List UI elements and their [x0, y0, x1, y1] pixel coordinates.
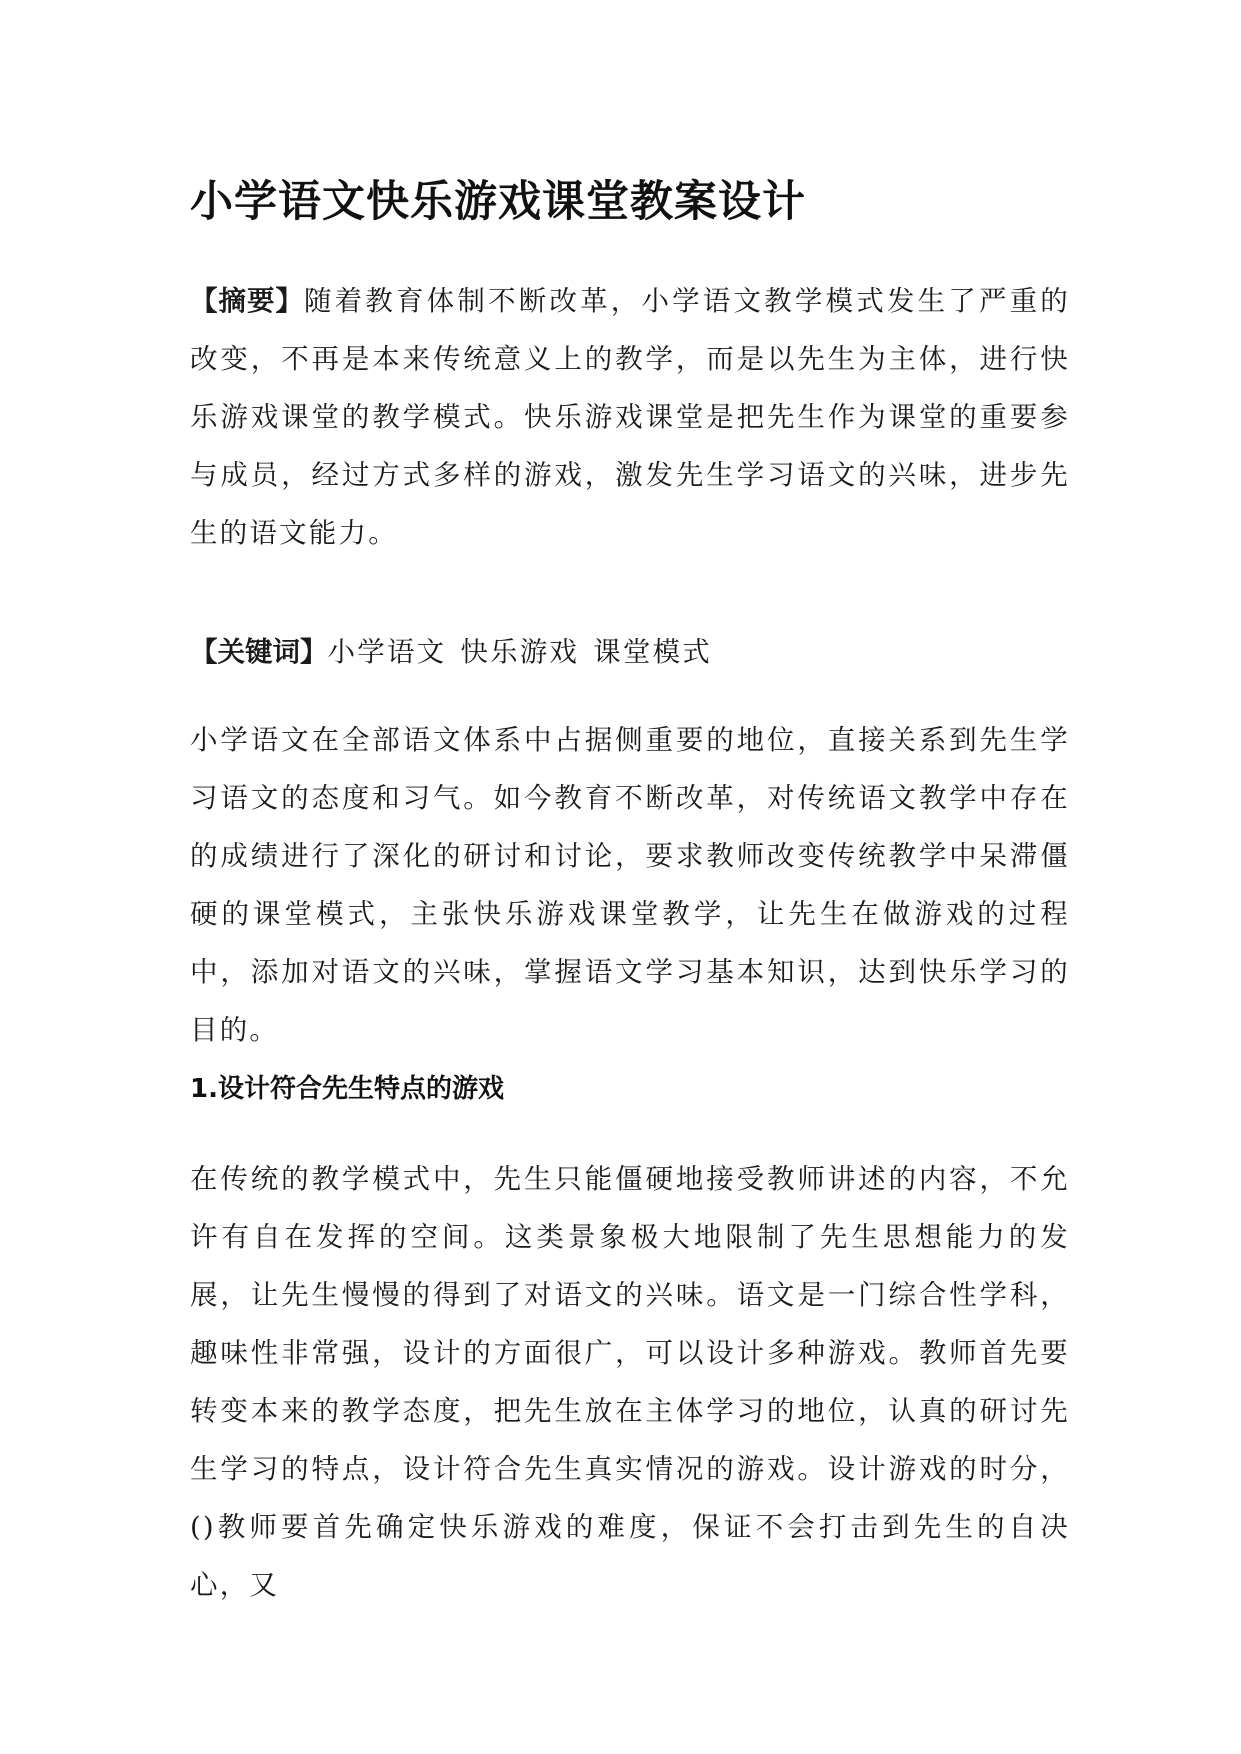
section-1-paragraph: 在传统的教学模式中，先生只能僵硬地接受教师讲述的内容，不允许有自在发挥的空间。这类景象极大地限制了先生思想能力的发展，让先生慢慢的得到了对语文的兴味。语文是一门综合性学科，趣味性非常强，设计的方面很广，可以设计多种游戏。教师首先要转变本来的教学态度，把先生放在主体学习的地位，认真的研讨先生学习的特点，设计符合先生真实情况的游戏。设计游戏的时分，()教师要首先确定快乐游戏的难度，保证不会打击到先生的自决心，又	[190, 1163, 1070, 1601]
section-1-heading: 1.设计符合先生特点的游戏	[190, 1074, 504, 1104]
abstract-text: 随着教育体制不断改革，小学语文教学模式发生了严重的改变，不再是本来传统意义上的教学，而是以先生为主体，进行快乐游戏课堂的教学模式。快乐游戏课堂是把先生作为课堂的重要参与成员，经过方式多样的游戏，激发先生学习语文的兴味，进步先生的语文能力。	[190, 285, 1071, 549]
intro-paragraph: 小学语文在全部语文体系中占据侧重要的地位，直接关系到先生学习语文的态度和习气。如今教育不断改革，对传统语文教学中存在的成绩进行了深化的研讨和讨论，要求教师改变传统教学中呆滞僵硬的课堂模式，主张快乐游戏课堂教学，让先生在做游戏的过程中，添加对语文的兴味，掌握语文学习基本知识，达到快乐学习的目的。	[190, 724, 1070, 1046]
keyword-item: 课堂模式	[593, 636, 712, 668]
document-page	[190, 0, 1070, 1754]
keyword-item: 小学语文	[327, 636, 447, 668]
keyword-item: 快乐游戏	[460, 636, 580, 668]
abstract-label: 【摘要】	[190, 285, 304, 317]
document-title: 小学语文快乐游戏课堂教案设计	[190, 177, 806, 227]
abstract-paragraph	[190, 272, 1070, 562]
keywords-line	[190, 623, 1070, 681]
keywords-label: 【关键词】	[190, 636, 328, 668]
